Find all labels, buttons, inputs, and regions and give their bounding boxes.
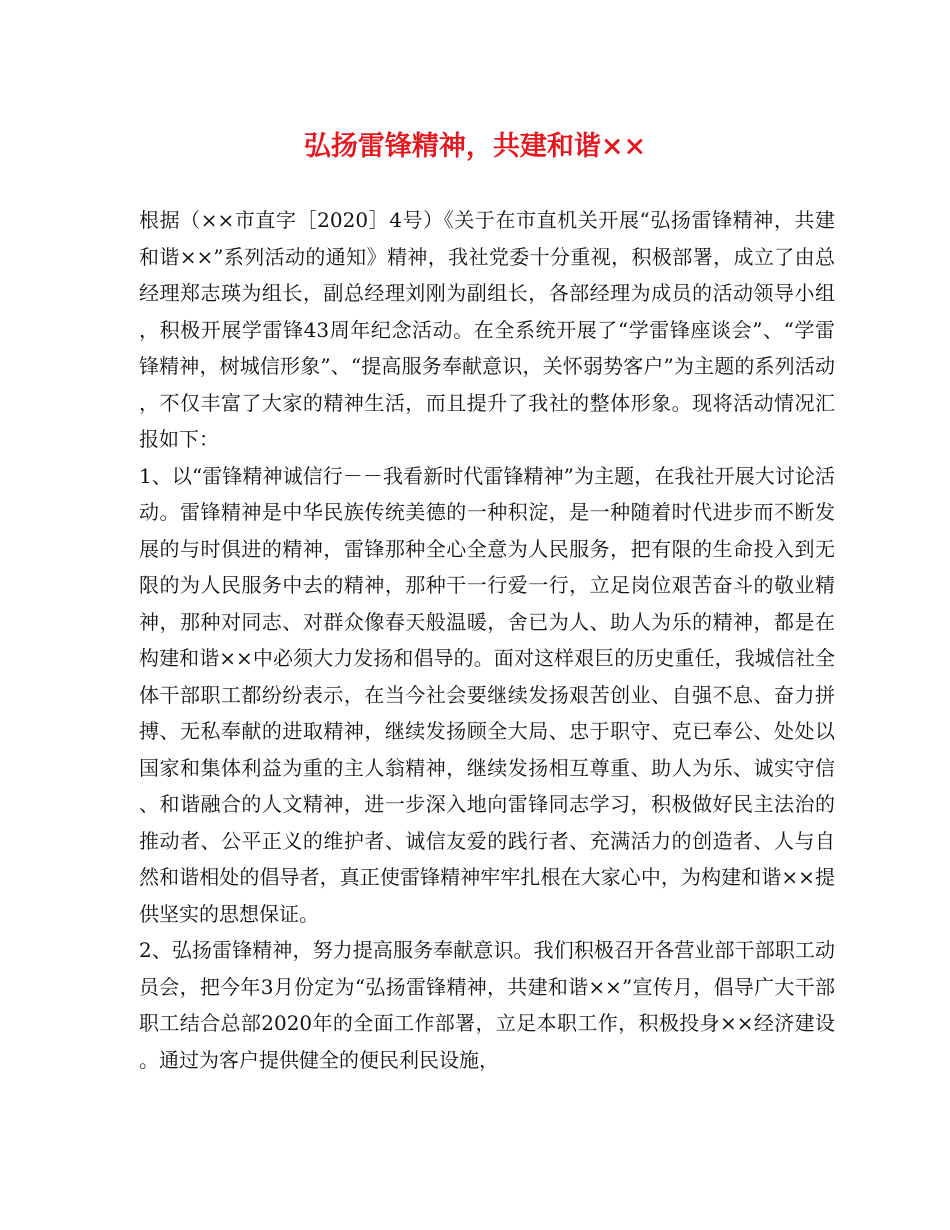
document-title: 弘扬雷锋精神，共建和谐×× — [303, 131, 647, 162]
paragraph-section-1: 1、以“雷锋精神诚信行－－我看新时代雷锋精神”为主题，在我社开展大讨论活动。雷锋精神是中华民族传统美德的一种积淀，是一种随着时代进步而不断发展的与时俱进的精神，雷锋那种全心全意为人民服务，把有限的生命投入到无限的为人民服务中去的精神，那种干一行爱一行，立足岗位艰苦奋斗的敬业精神，那种对同志、对群众像春天般温暖，舍已为人、助人为乐的精神，都是在构建和谐××中必须大力发扬和倡导的。面对这样艰巨的历史重任，我城信社全体干部职工都纷纷表示，在当今社会要继续发扬艰苦创业、自强不息、奋力拼搏、无私奉献的进取精神，继续发扬顾全大局、忠于职守、克已奉公、处处以国家和集体利益为重的主人翁精神，继续发扬相互尊重、助人为乐、诚实守信、和谐融合的人文精神，进一步深入地向雷锋同志学习，积极做好民主法治的推动者、公平正义的维护者、诚信友爱的践行者、充满活力的创造者、人与自然和谐相处的倡导者，真正使雷锋精神牢牢扎根在大家心中，为构建和谐××提供坚实的思想保证。 — [139, 463, 835, 926]
paragraph-section-2: 2、弘扬雷锋精神，努力提高服务奉献意识。我们积极召开各营业部干部职工动员会，把今年3月份定为“弘扬雷锋精神，共建和谐××”宣传月，倡导广大干部职工结合总部2020年的全面工作部署，立足本职工作，积极投身××经济建设。通过为客户提供健全的便民利民设施， — [139, 938, 835, 1072]
paragraph-intro: 根据（××市直字［2020］4号）《关于在市直机关开展“弘扬雷锋精神，共建和谐××”系列活动的通知》精神，我社党委十分重视，积极部署，成立了由总经理郑志瑛为组长，副总经理刘刚为副组长，各部经理为成员的活动领导小组，积极开展学雷锋43周年纪念活动。在全系统开展了“学雷锋座谈会”、“学雷锋精神，树城信形象”、“提高服务奉献意识，关怀弱势客户”为主题的系列活动，不仅丰富了大家的精神生活，而且提升了我社的整体形象。现将活动情况汇报如下： — [139, 208, 835, 451]
document-body — [139, 202, 835, 1078]
